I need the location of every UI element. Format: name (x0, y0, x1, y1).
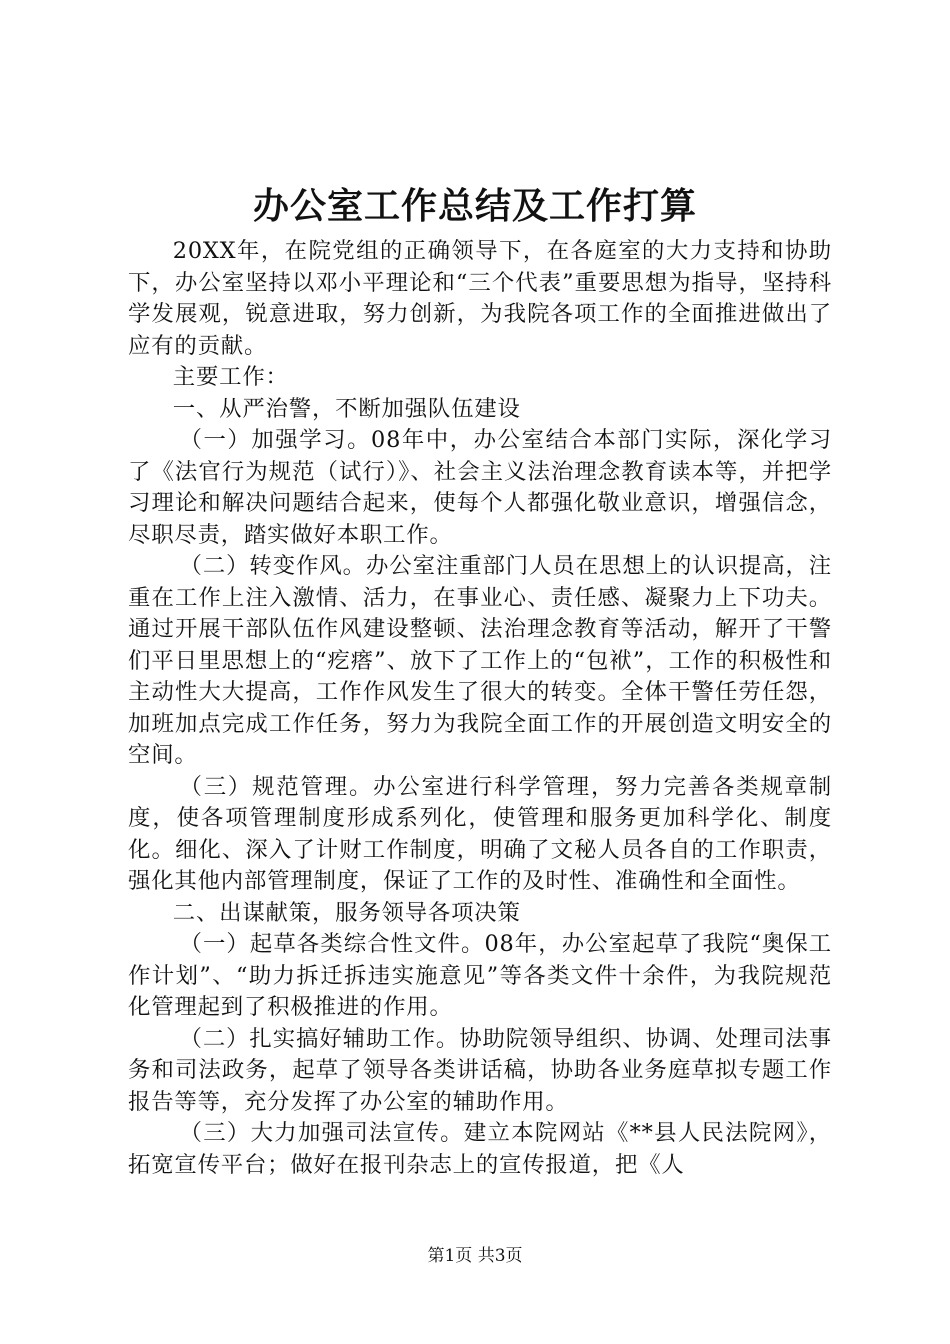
page-footer: 第1页 共3页 (427, 1246, 523, 1266)
document-body (128, 236, 832, 1181)
paragraph-2-1: （一）起草各类综合性文件。08年，办公室起草了我院“奥保工作计划”、“助力拆迁拆违实施意见”等各类文件十余件，为我院规范化管理起到了积极推进的作用。 (128, 931, 832, 1020)
paragraph-1-2: （二）转变作风。办公室注重部门人员在思想上的认识提高，注重在工作上注入激情、活力，在事业心、责任感、凝聚力上下功夫。通过开展干部队伍作风建设整顿、法治理念教育等活动，解开了干警们平日里思想上的“疙瘩”、放下了工作上的“包袱”，工作的积极性和主动性大大提高，工作作风发生了很大的转变。全体干警任劳任怨，加班加点完成工作任务，努力为我院全面工作的开展创造文明安全的空间。 (128, 553, 832, 768)
paragraph-1-3: （三）规范管理。办公室进行科学管理，努力完善各类规章制度，使各项管理制度形成系列化，使管理和服务更加科学化、制度化。细化、深入了计财工作制度，明确了文秘人员各自的工作职责，强化其他内部管理制度，保证了工作的及时性、准确性和全面性。 (128, 773, 832, 894)
section-heading-1: 一、从严治警，不断加强队伍建设 (172, 395, 521, 422)
section-heading-2: 二、出谋献策，服务领导各项决策 (172, 899, 521, 926)
paragraph-2-2: （二）扎实搞好辅助工作。协助院领导组织、协调、处理司法事务和司法政务，起草了领导各类讲话稿，协助各业务庭草拟专题工作报告等等，充分发挥了办公室的辅助作用。 (128, 1025, 832, 1115)
paragraph-main-work: 主要工作： (172, 364, 289, 390)
paragraph-2-3: （三）大力加强司法宣传。建立本院网站《**县人民法院网》，拓宽宣传平台；做好在报刊杂志上的宣传报道，把《人 (128, 1120, 832, 1178)
paragraph-intro: 20XX年，在院党组的正确领导下，在各庭室的大力支持和协助下，办公室坚持以邓小平理论和“三个代表”重要思想为指导，坚持科学发展观，锐意进取，努力创新，为我院各项工作的全面推进做出了应有的贡献。 (128, 238, 832, 359)
paragraph-1-1: （一）加强学习。08年中，办公室结合本部门实际，深化学习了《法官行为规范（试行）》、社会主义法治理念教育读本等，并把学习理论和解决问题结合起来，使每个人都强化敬业意识，增强信念，尽职尽责，踏实做好本职工作。 (128, 427, 832, 548)
document-title: 办公室工作总结及工作打算 (252, 186, 697, 227)
